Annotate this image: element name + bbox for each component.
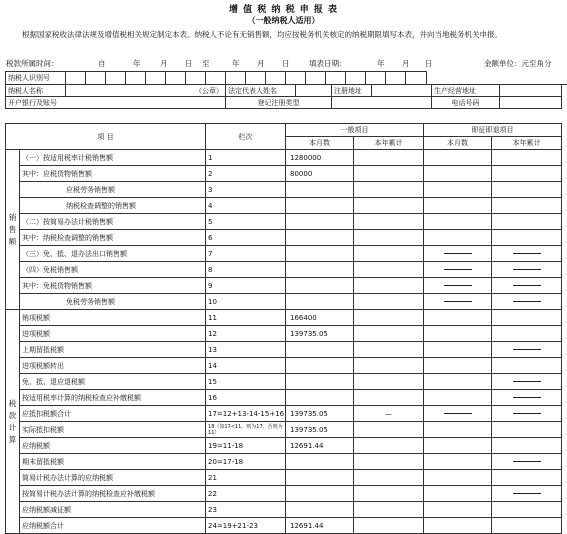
general-month-header: 本月数 <box>286 137 354 150</box>
refund-year-value[interactable] <box>492 246 562 262</box>
general-year-value[interactable] <box>354 214 424 230</box>
general-month-value[interactable] <box>286 294 354 310</box>
table-row <box>6 294 562 310</box>
taxpayer-id-cell[interactable] <box>86 72 106 85</box>
general-year-value[interactable] <box>354 166 424 182</box>
general-year-value[interactable] <box>354 486 424 502</box>
dash-mark <box>513 381 541 382</box>
general-month-value[interactable]: 139735.05 <box>286 326 354 342</box>
table-row <box>6 342 562 358</box>
general-year-value[interactable] <box>354 182 424 198</box>
taxpayer-id-cell[interactable] <box>406 72 427 85</box>
taxpayer-id-cell[interactable] <box>346 72 366 85</box>
general-month-value[interactable] <box>286 502 354 518</box>
refund-month-header: 本月数 <box>424 137 492 150</box>
table-row <box>6 246 562 262</box>
taxpayer-id-cell[interactable] <box>106 72 126 85</box>
general-year-value[interactable] <box>354 262 424 278</box>
refund-month-value[interactable] <box>424 262 492 278</box>
row-col-number: 9 <box>206 278 286 294</box>
general-year-value[interactable] <box>354 454 424 470</box>
intro-text: 根据国家税收法律法规及增值税相关规定制定本表。纳税人不论有无销售额，均应按税务机关核定的纳税期限填写本表，并向当地税务机关申报。 <box>8 29 556 41</box>
general-year-value[interactable] <box>354 422 424 438</box>
tax-section-label: 税 款 计 算 <box>6 310 20 534</box>
general-month-value[interactable] <box>286 182 354 198</box>
refund-month-value[interactable] <box>424 182 492 198</box>
refund-year-value[interactable] <box>492 406 562 422</box>
general-month-value[interactable]: 12691.44 <box>286 518 354 534</box>
refund-month-value[interactable] <box>424 230 492 246</box>
general-month-value[interactable] <box>286 198 354 214</box>
table-row <box>6 390 562 406</box>
row-col-number: 19=11-18 <box>206 438 286 454</box>
general-year-value[interactable] <box>354 358 424 374</box>
dash-mark <box>513 285 541 286</box>
table-row <box>6 518 562 534</box>
refund-year-value[interactable] <box>492 150 562 166</box>
row-item-label: 实际抵扣税额 <box>20 422 206 438</box>
general-year-value[interactable] <box>354 246 424 262</box>
dash-mark <box>444 301 472 302</box>
refund-month-value[interactable] <box>424 278 492 294</box>
item-header: 项 目 <box>6 124 206 150</box>
phone-label: 电话号码 <box>432 97 500 109</box>
taxpayer-id-cell[interactable] <box>186 72 206 85</box>
refund-year-value[interactable] <box>492 310 562 326</box>
general-month-value[interactable] <box>286 374 354 390</box>
general-month-value[interactable] <box>286 454 354 470</box>
table-row <box>6 182 562 198</box>
row-col-number: 20=17-18 <box>206 454 286 470</box>
dash-mark <box>513 397 541 398</box>
refund-year-value[interactable] <box>492 502 562 518</box>
period-to-year: 年 <box>232 58 240 70</box>
refund-month-value[interactable] <box>424 374 492 390</box>
filing-date-label: 填表日期： <box>309 58 347 70</box>
refund-year-value[interactable] <box>492 454 562 470</box>
general-month-value[interactable] <box>286 214 354 230</box>
refund-year-value[interactable] <box>492 486 562 502</box>
general-year-value[interactable] <box>354 278 424 294</box>
table-row <box>6 198 562 214</box>
row-col-number: 24=19+21-23 <box>206 518 286 534</box>
row-col-number: 16 <box>206 390 286 406</box>
general-month-value[interactable] <box>286 342 354 358</box>
general-month-value[interactable] <box>286 390 354 406</box>
general-month-value[interactable]: 166400 <box>286 310 354 326</box>
period-from-month: 月 <box>160 58 168 70</box>
table-row <box>6 230 562 246</box>
form-title: 增 值 税 纳 税 申 报 表 <box>0 2 567 15</box>
taxpayer-name-label: 纳税人名称 <box>6 85 66 97</box>
row-col-number: 10 <box>206 294 286 310</box>
refund-year-value[interactable] <box>492 342 562 358</box>
row-col-number: 15 <box>206 374 286 390</box>
refund-month-value[interactable] <box>424 246 492 262</box>
period-from: 自 <box>98 58 106 70</box>
refund-year-header: 本年累计 <box>492 137 562 150</box>
taxpayer-id-cell[interactable] <box>226 72 246 85</box>
general-month-value[interactable] <box>286 262 354 278</box>
general-header: 一般项目 <box>286 124 424 137</box>
row-item-label: 其中：纳税检查调整的销售额 <box>20 230 206 246</box>
refund-year-value[interactable] <box>492 390 562 406</box>
refund-year-value[interactable] <box>492 422 562 438</box>
general-year-header: 本年累计 <box>354 137 424 150</box>
col-header: 栏次 <box>206 124 286 150</box>
row-item-label: 应抵扣税额合计 <box>20 406 206 422</box>
refund-month-value[interactable] <box>424 214 492 230</box>
reg-address-field[interactable] <box>372 85 432 97</box>
taxpayer-id-cell[interactable] <box>126 72 146 85</box>
taxpayer-id-cell[interactable] <box>366 72 386 85</box>
general-month-value[interactable] <box>286 278 354 294</box>
general-year-value[interactable] <box>354 502 424 518</box>
table-row <box>6 438 562 454</box>
table-row <box>6 326 562 342</box>
row-item-label: 免税劳务销售额 <box>20 294 206 310</box>
table-row <box>6 358 562 374</box>
row-item-label: 进项税额 <box>20 326 206 342</box>
refund-month-value[interactable] <box>424 310 492 326</box>
refund-year-value[interactable] <box>492 230 562 246</box>
general-month-value[interactable] <box>286 486 354 502</box>
row-item-label: 应纳税额减征额 <box>20 502 206 518</box>
taxpayer-id-cell[interactable] <box>386 72 406 85</box>
row-col-number: 21 <box>206 470 286 486</box>
general-month-value[interactable]: 12691.44 <box>286 438 354 454</box>
general-year-value[interactable] <box>354 150 424 166</box>
biz-address-label: 生产经营地址 <box>432 85 500 97</box>
general-year-value[interactable] <box>354 438 424 454</box>
row-item-label: 期末留抵税额 <box>20 454 206 470</box>
refund-month-value[interactable] <box>424 294 492 310</box>
row-item-label: 进项税额转出 <box>20 358 206 374</box>
dash-mark <box>444 413 472 414</box>
dash-mark <box>513 461 541 462</box>
row-col-number: 23 <box>206 502 286 518</box>
filing-day: 日 <box>425 58 433 70</box>
refund-year-value[interactable] <box>492 358 562 374</box>
table-row <box>6 310 562 326</box>
sales-section-label: 销 售 额 <box>6 150 20 310</box>
refund-year-value[interactable] <box>492 374 562 390</box>
dash-mark <box>444 253 472 254</box>
general-month-value[interactable]: 139735.05 <box>286 406 354 422</box>
row-item-label: 按简易计税办法计算的纳税检查应补缴税额 <box>20 486 206 502</box>
table-row <box>6 262 562 278</box>
refund-year-value[interactable] <box>492 438 562 454</box>
period-from-year: 年 <box>133 58 141 70</box>
row-col-number: 3 <box>206 182 286 198</box>
form-subtitle: （一般纳税人适用） <box>0 15 567 26</box>
legal-rep-label: 法定代表人姓名 <box>226 85 296 97</box>
taxpayer-id-cell[interactable] <box>66 72 86 85</box>
refund-month-value[interactable] <box>424 390 492 406</box>
table-row <box>6 214 562 230</box>
row-col-number: 14 <box>206 358 286 374</box>
general-month-value[interactable] <box>286 470 354 486</box>
general-year-value[interactable]: — <box>354 406 424 422</box>
taxpayer-detail-table <box>5 84 562 109</box>
general-year-value[interactable] <box>354 198 424 214</box>
biz-address-field[interactable] <box>500 85 562 97</box>
phone-field[interactable] <box>500 97 562 109</box>
period-to-month: 月 <box>257 58 265 70</box>
general-year-value[interactable] <box>354 374 424 390</box>
taxpayer-info-table <box>5 71 567 85</box>
refund-year-value[interactable] <box>492 294 562 310</box>
dash-mark <box>513 413 541 414</box>
row-item-label: 应税劳务销售额 <box>20 182 206 198</box>
period-label: 税款所属时间： <box>6 58 59 70</box>
refund-month-value[interactable] <box>424 150 492 166</box>
row-item-label: 简易计税办法计算的应纳税额 <box>20 470 206 486</box>
refund-year-value[interactable] <box>492 198 562 214</box>
row-item-label: 其中：免税货物销售额 <box>20 278 206 294</box>
refund-month-value[interactable] <box>424 502 492 518</box>
period-to-day: 日 <box>282 58 290 70</box>
filing-year: 年 <box>377 58 385 70</box>
table-row <box>6 166 562 182</box>
row-item-label: （一）按适用税率计税销售额 <box>20 150 206 166</box>
declaration-table <box>5 123 562 534</box>
table-row <box>6 406 562 422</box>
refund-month-value[interactable] <box>424 518 492 534</box>
general-year-value[interactable] <box>354 326 424 342</box>
refund-month-value[interactable] <box>424 342 492 358</box>
row-item-label: 应纳税额 <box>20 438 206 454</box>
row-item-label: 按适用税率计算的纳税检查应补缴税额 <box>20 390 206 406</box>
row-item-label: 销项税额 <box>20 310 206 326</box>
period-from-day: 日 <box>185 58 193 70</box>
table-row <box>6 454 562 470</box>
row-col-number: 6 <box>206 230 286 246</box>
table-row <box>6 278 562 294</box>
refund-header: 即征即退项目 <box>424 124 562 137</box>
refund-year-value[interactable] <box>492 278 562 294</box>
refund-month-value[interactable] <box>424 406 492 422</box>
row-col-number: 12 <box>206 326 286 342</box>
filing-month: 月 <box>402 58 410 70</box>
row-item-label: 其中：应税货物销售额 <box>20 166 206 182</box>
reg-type-label: 登记注册类型 <box>226 97 332 109</box>
general-month-value[interactable] <box>286 358 354 374</box>
table-row <box>6 422 562 438</box>
refund-year-value[interactable] <box>492 166 562 182</box>
row-col-number: 7 <box>206 246 286 262</box>
row-col-number: 5 <box>206 214 286 230</box>
refund-year-value[interactable] <box>492 214 562 230</box>
taxpayer-id-cell[interactable] <box>286 72 306 85</box>
reg-type-field[interactable] <box>332 97 432 109</box>
row-col-number: 8 <box>206 262 286 278</box>
taxpayer-id-cell[interactable] <box>246 72 266 85</box>
row-item-label: （三）免、抵、退办法出口销售额 <box>20 246 206 262</box>
table-row <box>6 502 562 518</box>
table-row <box>6 470 562 486</box>
row-col-number: 4 <box>206 198 286 214</box>
row-col-number: 1 <box>206 150 286 166</box>
row-item-label: 纳税检查调整的销售额 <box>20 198 206 214</box>
period-line <box>6 58 562 70</box>
refund-year-value[interactable] <box>492 470 562 486</box>
seal-label: （公章） <box>66 85 226 97</box>
general-year-value[interactable] <box>354 518 424 534</box>
row-col-number: 22 <box>206 486 286 502</box>
reg-address-label: 注册地址 <box>332 85 372 97</box>
dash-mark <box>444 285 472 286</box>
refund-month-value[interactable] <box>424 358 492 374</box>
dash-mark <box>513 253 541 254</box>
refund-month-value[interactable] <box>424 454 492 470</box>
row-item-label: 免、抵、退应退税额 <box>20 374 206 390</box>
general-year-value[interactable] <box>354 310 424 326</box>
taxpayer-id-cell[interactable] <box>166 72 186 85</box>
refund-year-value[interactable] <box>492 182 562 198</box>
row-item-label: 应纳税额合计 <box>20 518 206 534</box>
dash-mark <box>513 269 541 270</box>
taxpayer-id-cell[interactable] <box>206 72 226 85</box>
row-col-number: 17=12+13-14-15+16 <box>206 406 286 422</box>
row-item-label: 上期留抵税额 <box>20 342 206 358</box>
refund-month-value[interactable] <box>424 422 492 438</box>
taxpayer-id-cell[interactable] <box>146 72 166 85</box>
taxpayer-id-cell[interactable] <box>266 72 286 85</box>
row-col-number: 2 <box>206 166 286 182</box>
dash-mark <box>513 301 541 302</box>
table-row <box>6 150 562 166</box>
refund-month-value[interactable] <box>424 166 492 182</box>
refund-month-value[interactable] <box>424 326 492 342</box>
row-col-number: 11 <box>206 310 286 326</box>
general-year-value[interactable] <box>354 230 424 246</box>
dash-mark <box>513 493 541 494</box>
table-row <box>6 374 562 390</box>
blank-cell <box>427 72 567 85</box>
general-year-value[interactable] <box>354 390 424 406</box>
period-to: 至 <box>202 58 210 70</box>
dash-mark <box>444 269 472 270</box>
dash-mark <box>513 349 541 350</box>
row-col-number: 13 <box>206 342 286 358</box>
taxpayer-id-cell[interactable] <box>306 72 326 85</box>
general-month-value[interactable] <box>286 246 354 262</box>
bank-label: 开户银行及账号 <box>6 97 226 109</box>
row-item-label: （四）免税销售额 <box>20 262 206 278</box>
taxpayer-id-label: 纳税人识别号 <box>6 72 66 85</box>
general-month-value[interactable]: 1280000 <box>286 150 354 166</box>
general-year-value[interactable] <box>354 294 424 310</box>
general-year-value[interactable] <box>354 342 424 358</box>
row-item-label: （二）按简易办法计税销售额 <box>20 214 206 230</box>
refund-month-value[interactable] <box>424 486 492 502</box>
refund-month-value[interactable] <box>424 438 492 454</box>
general-month-value[interactable]: 80000 <box>286 166 354 182</box>
refund-year-value[interactable] <box>492 518 562 534</box>
refund-year-value[interactable] <box>492 326 562 342</box>
refund-month-value[interactable] <box>424 470 492 486</box>
refund-month-value[interactable] <box>424 198 492 214</box>
general-year-value[interactable] <box>354 470 424 486</box>
amount-unit: 金额单位：元至角分 <box>484 58 552 70</box>
general-month-value[interactable] <box>286 230 354 246</box>
general-month-value[interactable]: 139735.05 <box>286 422 354 438</box>
legal-rep-field[interactable] <box>296 85 332 97</box>
refund-year-value[interactable] <box>492 262 562 278</box>
row-col-number: 18（如17<11，则为17，否则为11） <box>206 422 286 438</box>
table-row <box>6 486 562 502</box>
taxpayer-id-cell[interactable] <box>326 72 346 85</box>
